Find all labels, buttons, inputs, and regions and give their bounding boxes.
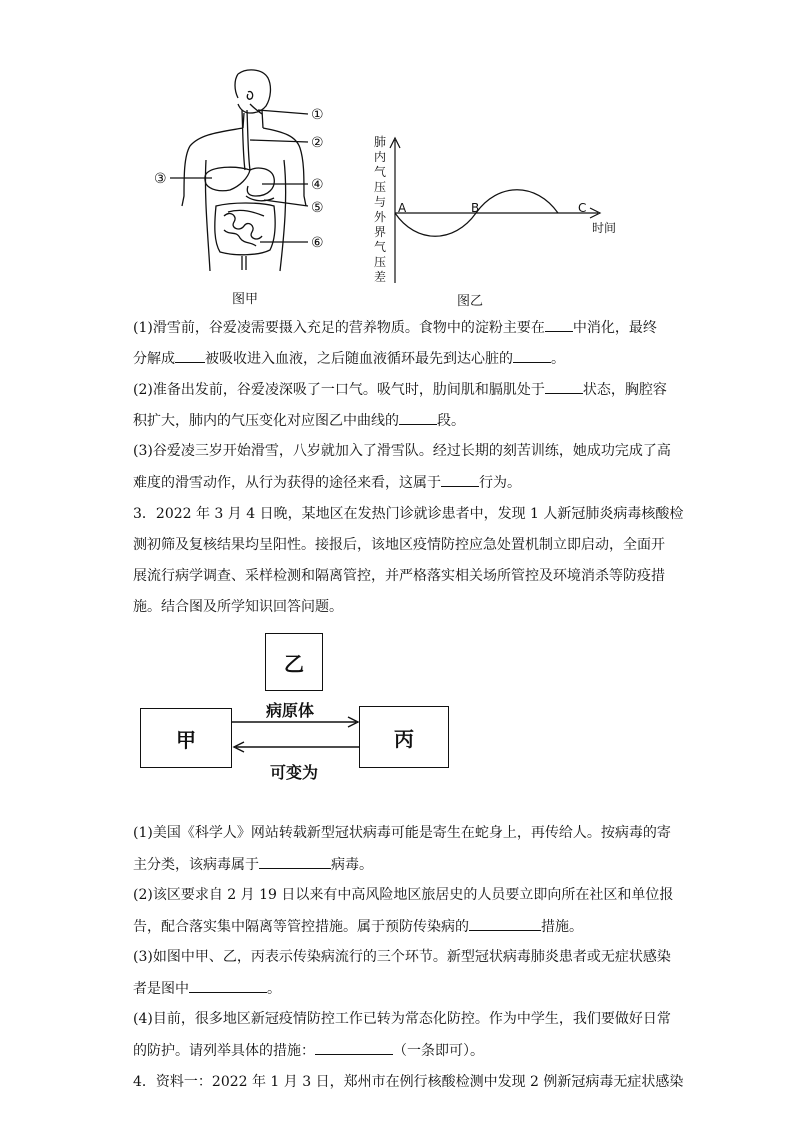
- ylabel-char: 压: [374, 255, 387, 269]
- marker-3: ③: [154, 171, 167, 187]
- q3-part3-line2: 者是图中 。: [133, 978, 673, 999]
- marker-5: ⑤: [311, 200, 324, 216]
- answer-blank[interactable]: [545, 379, 583, 394]
- marker-1: ①: [311, 107, 324, 123]
- q3-part1-line1: (1)美国《科学人》网站转载新型冠状病毒可能是寄生在蛇身上，再传给人。按病毒的寄: [133, 825, 671, 841]
- box-yi: 乙: [265, 633, 323, 691]
- ylabel-char: 差: [374, 270, 387, 284]
- point-a-label: A: [398, 201, 407, 215]
- ylabel-char: 外: [374, 210, 387, 224]
- answer-blank[interactable]: [175, 348, 205, 363]
- ylabel-char: 气: [374, 165, 387, 179]
- answer-blank[interactable]: [315, 1040, 393, 1055]
- answer-blank[interactable]: [513, 348, 551, 363]
- answer-blank[interactable]: [259, 854, 331, 869]
- q2-part3-line1: (3)谷爱凌三岁开始滑雪，八岁就加入了滑雪队。经过长期的刻苦训练，她成功完成了高: [133, 443, 671, 459]
- marker-2: ②: [311, 135, 324, 151]
- q2-part1-line1: (1)滑雪前，谷爱凌需要摄入充足的营养物质。食物中的淀粉主要在 中消化，最终: [133, 317, 673, 338]
- q3-part4-line2: 的防护。请列举具体的措施： （一条即可）。: [133, 1040, 673, 1061]
- marker-4: ④: [311, 177, 324, 193]
- figure-yi-caption: 图乙: [457, 294, 484, 309]
- q4-line1: 4．资料一：2022 年 1 月 3 日，郑州市在例行核酸检测中发现 2 例新冠病毒无症状感染: [133, 1074, 684, 1090]
- digestive-system-figure: [150, 66, 340, 281]
- q3-intro-line1: 3．2022 年 3 月 4 日晚，某地区在发热门诊就诊患者中，发现 1 人新冠肺炎病毒核酸检: [133, 506, 684, 522]
- answer-blank[interactable]: [399, 410, 437, 425]
- ylabel-char: 气: [374, 240, 387, 254]
- q3-intro-line2: 测初筛及复核结果均呈阳性。接报后，该地区疫情防控应急处置机制立即启动，全面开: [133, 537, 665, 553]
- ylabel-char: 与: [374, 195, 387, 209]
- q3-part2-line1: (2)该区要求自 2 月 19 日以来有中高风险地区旅居史的人员要立即向所在社区和单位报: [133, 887, 674, 903]
- box-jia: 甲: [140, 708, 232, 768]
- q3-part1-line2: 主分类，该病毒属于 病毒。: [133, 854, 673, 875]
- marker-6: ⑥: [311, 235, 324, 251]
- ylabel-char: 界: [374, 225, 387, 239]
- figure-jia-caption: 图甲: [232, 292, 259, 307]
- ylabel-char: 压: [374, 180, 387, 194]
- arrow-label-can-become: 可变为: [270, 763, 319, 782]
- answer-blank[interactable]: [469, 916, 541, 931]
- q3-intro-line3: 展流行病学调查、采样检测和隔离管控，并严格落实相关场所管控及环境消杀等防疫措: [133, 568, 665, 584]
- q3-part2-line2: 告，配合落实集中隔离等管控措施。属于预防传染病的 措施。: [133, 916, 673, 937]
- q3-part4-line1: (4)目前，很多地区新冠疫情防控工作已转为常态化防控。作为中学生，我们要做好日常: [133, 1011, 671, 1027]
- answer-blank[interactable]: [545, 317, 573, 332]
- q2-part3-line2: 难度的滑雪动作，从行为获得的途径来看，这属于 行为。: [133, 472, 673, 493]
- xlabel: 时间: [592, 221, 617, 235]
- box-bing: 丙: [359, 706, 449, 768]
- q2-part1-line2: 分解成 被吸收进入血液，之后随血液循环最先到达心脏的 。: [133, 348, 673, 369]
- q2-part2-line2: 积扩大，肺内的气压变化对应图乙中曲线的 段。: [133, 410, 673, 431]
- answer-blank[interactable]: [189, 978, 267, 993]
- arrow-label-pathogen: 病原体: [266, 701, 315, 720]
- bidirectional-arrows: [230, 715, 362, 755]
- q2-part2-line1: (2)准备出发前，谷爱凌深吸了一口气。吸气时，肋间肌和膈肌处于 状态，胸腔容: [133, 379, 673, 400]
- q3-part3-line1: (3)如图中甲、乙，丙表示传染病流行的三个环节。新型冠状病毒肺炎患者或无症状感染: [133, 949, 671, 965]
- ylabel-char: 肺: [374, 135, 387, 149]
- pressure-curve-figure: [368, 128, 628, 288]
- q3-intro-line4: 施。结合图及所学知识回答问题。: [133, 599, 343, 615]
- point-c-label: C: [578, 201, 587, 215]
- ylabel-char: 内: [374, 150, 387, 164]
- answer-blank[interactable]: [441, 472, 479, 487]
- point-b-label: B: [471, 201, 480, 215]
